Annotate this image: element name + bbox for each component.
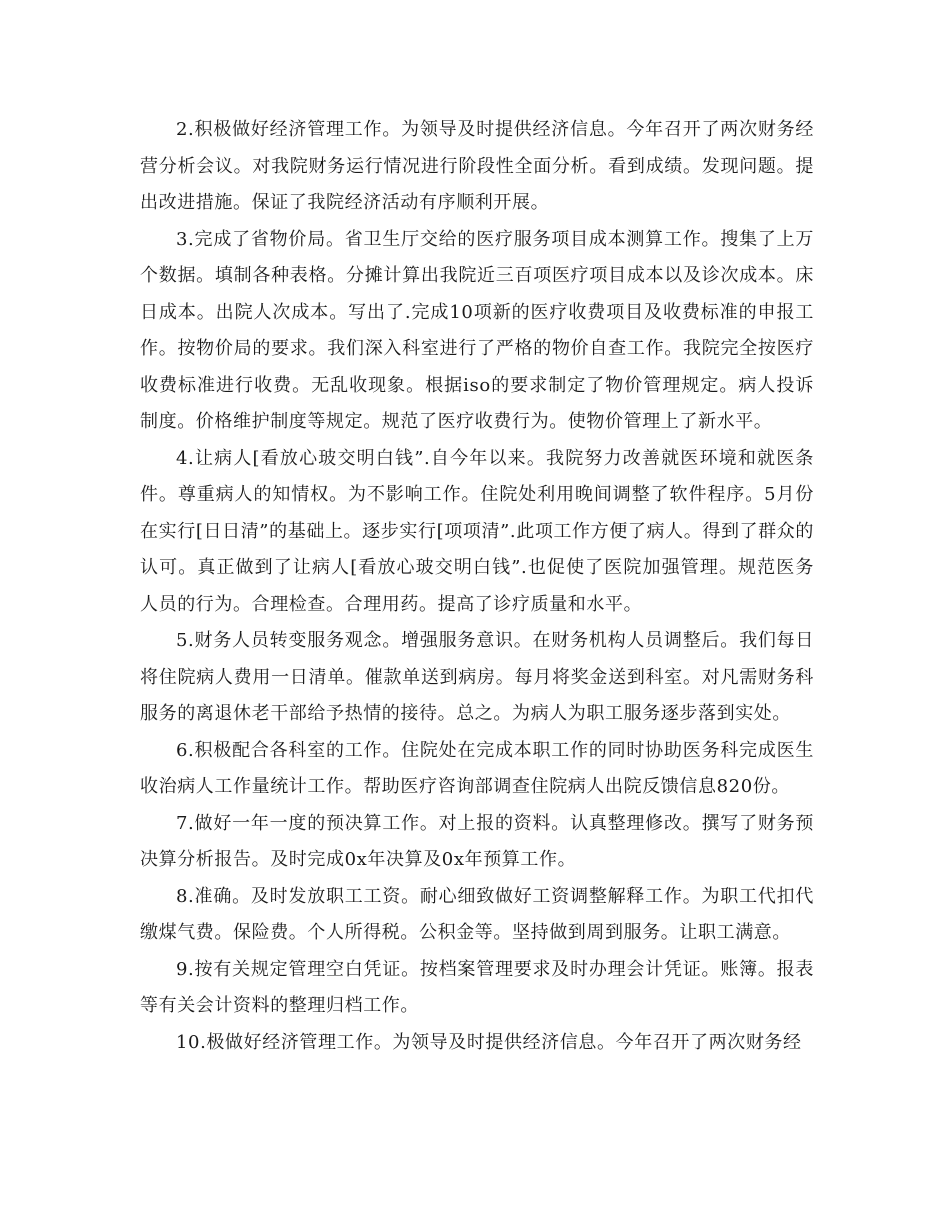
paragraph-3: 3.完成了省物价局。省卫生厅交给的医疗服务项目成本测算工作。搜集了上万个数据。填制各种表格。分摊计算出我院近三百项医疗项目成本以及诊次成本。床日成本。出院人次成本。写出了.完成10项新的医疗收费项目及收费标准的申报工作。按物价局的要求。我们深入科室进行了严格的物价自查工作。我院完全按医疗收费标准进行收费。无乱收现象。根据iso的要求制定了物价管理规定。病人投诉制度。价格维护制度等规定。规范了医疗收费行为。使物价管理上了新水平。 xyxy=(140,228,814,432)
paragraph-8: 8.准确。及时发放职工工资。耐心细致做好工资调整解释工作。为职工代扣代缴煤气费。保险费。个人所得税。公积金等。坚持做到周到服务。让职工满意。 xyxy=(140,885,814,943)
paragraph-10: 10.极做好经济管理工作。为领导及时提供经济信息。今年召开了两次财务经 xyxy=(176,1031,802,1053)
paragraph-5: 5.财务人员转变服务观念。增强服务意识。在财务机构人员调整后。我们每日将住院病人费用一日清单。催款单送到病房。每月将奖金送到科室。对凡需财务科服务的离退休老干部给予热情的接待。总之。为病人为职工服务逐步落到实处。 xyxy=(140,630,814,724)
paragraph-4: 4.让病人[看放心玻交明白钱”.自今年以来。我院努力改善就医环境和就医条件。尊重病人的知情权。为不影响工作。住院处利用晚间调整了软件程序。5月份在实行[日日清”的基础上。逐步实行[项项清”.此项工作方便了病人。得到了群众的认可。真正做到了让病人[看放心玻交明白钱”.也促使了医院加强管理。规范医务人员的行为。合理检查。合理用药。提高了诊疗质量和水平。 xyxy=(140,447,814,615)
document-body xyxy=(140,112,814,1061)
paragraph-9: 9.按有关规定管理空白凭证。按档案管理要求及时办理会计凭证。账簿。报表等有关会计资料的整理归档工作。 xyxy=(140,958,814,1016)
paragraph-7: 7.做好一年一度的预决算工作。对上报的资料。认真整理修改。撰写了财务预决算分析报告。及时完成0x年决算及0x年预算工作。 xyxy=(140,812,814,870)
paragraph-2: 2.积极做好经济管理工作。为领导及时提供经济信息。今年召开了两次财务经营分析会议。对我院财务运行情况进行阶段性全面分析。看到成绩。发现问题。提出改进措施。保证了我院经济活动有序顺利开展。 xyxy=(140,119,814,213)
paragraph-6: 6.积极配合各科室的工作。住院处在完成本职工作的同时协助医务科完成医生收治病人工作量统计工作。帮助医疗咨询部调查住院病人出院反馈信息820份。 xyxy=(140,739,814,797)
